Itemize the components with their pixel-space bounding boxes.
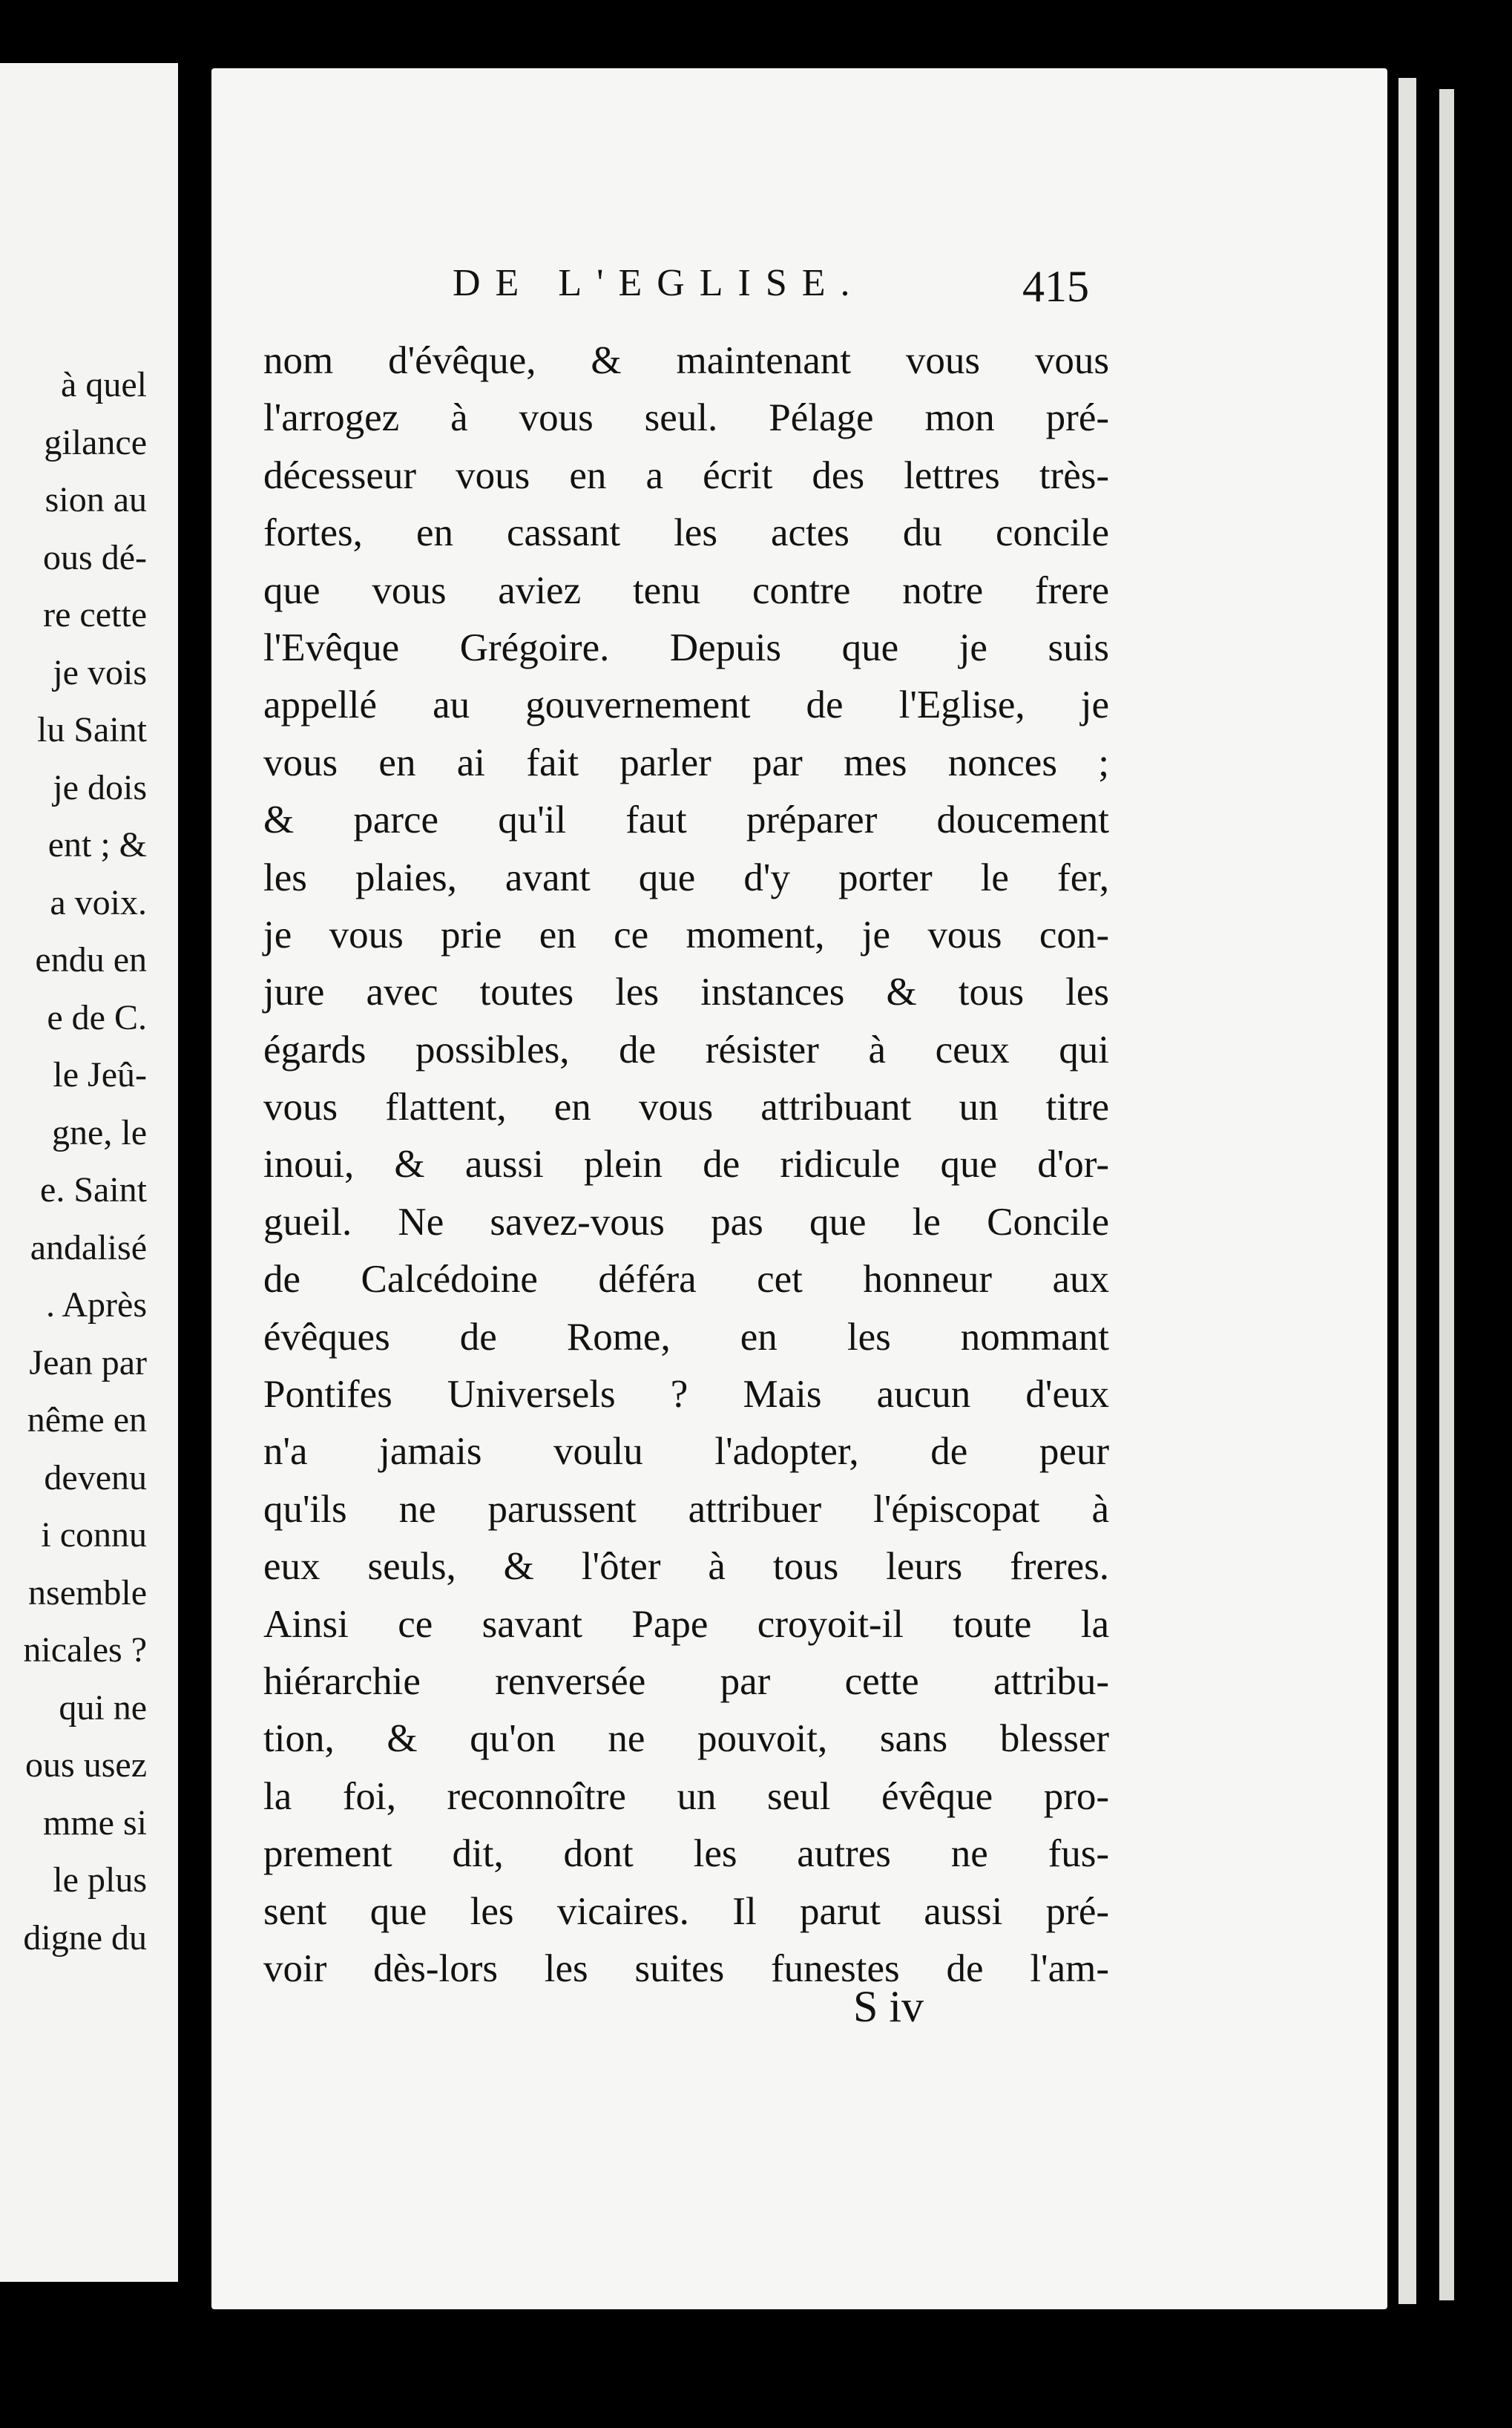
text-line: les plaies, avant que d'y porter le fer, [263,856,1109,899]
left-page-line: sion au [45,480,147,519]
left-page-line: re cette [43,595,147,634]
left-page-line: le plus [53,1860,147,1900]
text-line: gueil. Ne savez-vous pas que le Concile [263,1200,1109,1244]
left-page-line: nsemble [28,1572,147,1612]
text-line: Ainsi ce savant Pape croyoit-il toute la [263,1602,1109,1646]
left-page-line: endu en [35,940,147,980]
left-page-line: ent ; & [47,825,147,864]
text-line: l'arrogez à vous seul. Pélage mon pré- [263,396,1109,440]
text-line: jure avec toutes les instances & tous les [263,971,1109,1014]
text-line: que vous aviez tenu contre notre frere [263,568,1109,612]
left-page-line: devenu [44,1457,147,1497]
text-line: sent que les vicaires. Il parut aussi pré- [263,1889,1109,1933]
text-line: décesseur vous en a écrit des lettres très- [263,453,1109,497]
left-page-line: ous usez [25,1745,147,1785]
text-line: égards possibles, de résister à ceux qui [263,1028,1109,1072]
text-line: vous flattent, en vous attribuant un titre [263,1086,1109,1129]
left-page-line: à quel [61,365,147,404]
left-page-line: i connu [41,1515,147,1555]
text-line: évêques de Rome, en les nommant [263,1315,1109,1359]
text-line: voir dès-lors les suites funestes de l'am- [263,1946,1109,1990]
text-line: tion, & qu'on ne pouvoit, sans blesser [263,1717,1109,1761]
running-head: DE L'EGLISE. [453,262,865,304]
left-page-line: nême en [27,1400,147,1440]
page-edge [1398,78,1416,2304]
left-page-line: Jean par [29,1342,147,1382]
page-number: 415 [1022,262,1089,311]
left-page-line: je vois [53,652,147,692]
text-line: nom d'évêque, & maintenant vous vous [263,339,1109,382]
left-page-line: mme si [43,1802,147,1843]
left-page-line: je dois [53,767,147,807]
left-page-text [0,356,147,1966]
text-line: fortes, en cassant les actes du concile [263,511,1109,555]
text-line: l'Evêque Grégoire. Depuis que je suis [263,626,1109,669]
body-text [263,332,1109,1998]
text-line: eux seuls, & l'ôter à tous leurs freres. [263,1545,1109,1589]
left-page-line: qui ne [59,1687,147,1728]
text-line: la foi, reconnoître un seul évêque pro- [263,1774,1109,1818]
text-line: hiérarchie renversée par cette attribu- [263,1659,1109,1703]
text-line: prement dit, dont les autres ne fus- [263,1832,1109,1876]
left-page-line: digne du [23,1917,147,1958]
text-line: appellé au gouvernement de l'Eglise, je [263,683,1109,727]
left-page-line: nicales ? [23,1630,147,1670]
left-facing-page [0,63,178,2282]
text-line: de Calcédoine déféra cet honneur aux [263,1258,1109,1302]
left-page-line: andalisé [30,1227,147,1267]
left-page-line: lu Saint [36,710,147,749]
left-page-line: le Jeû- [53,1055,147,1095]
left-page-line: . Après [46,1285,147,1325]
text-line: vous en ai fait parler par mes nonces ; [263,741,1109,784]
left-page-line: ous dé- [43,537,147,577]
left-page-line: e de C. [47,997,147,1037]
left-page-line: gne, le [52,1112,147,1152]
left-page-line: e. Saint [40,1170,147,1210]
text-line: qu'ils ne parussent attribuer l'épiscopat à [263,1487,1109,1531]
left-page-line: a voix. [50,882,147,922]
signature-mark: S iv [853,1982,924,2031]
text-line: je vous prie en ce moment, je vous con- [263,913,1109,957]
text-line: n'a jamais voulu l'adopter, de peur [263,1430,1109,1474]
left-page-line: gilance [44,422,147,462]
text-line: inoui, & aussi plein de ridicule que d'or- [263,1143,1109,1187]
page-edge [1439,89,1454,2300]
text-line: & parce qu'il faut préparer doucement [263,798,1109,842]
text-line: Pontifes Universels ? Mais aucun d'eux [263,1373,1109,1417]
